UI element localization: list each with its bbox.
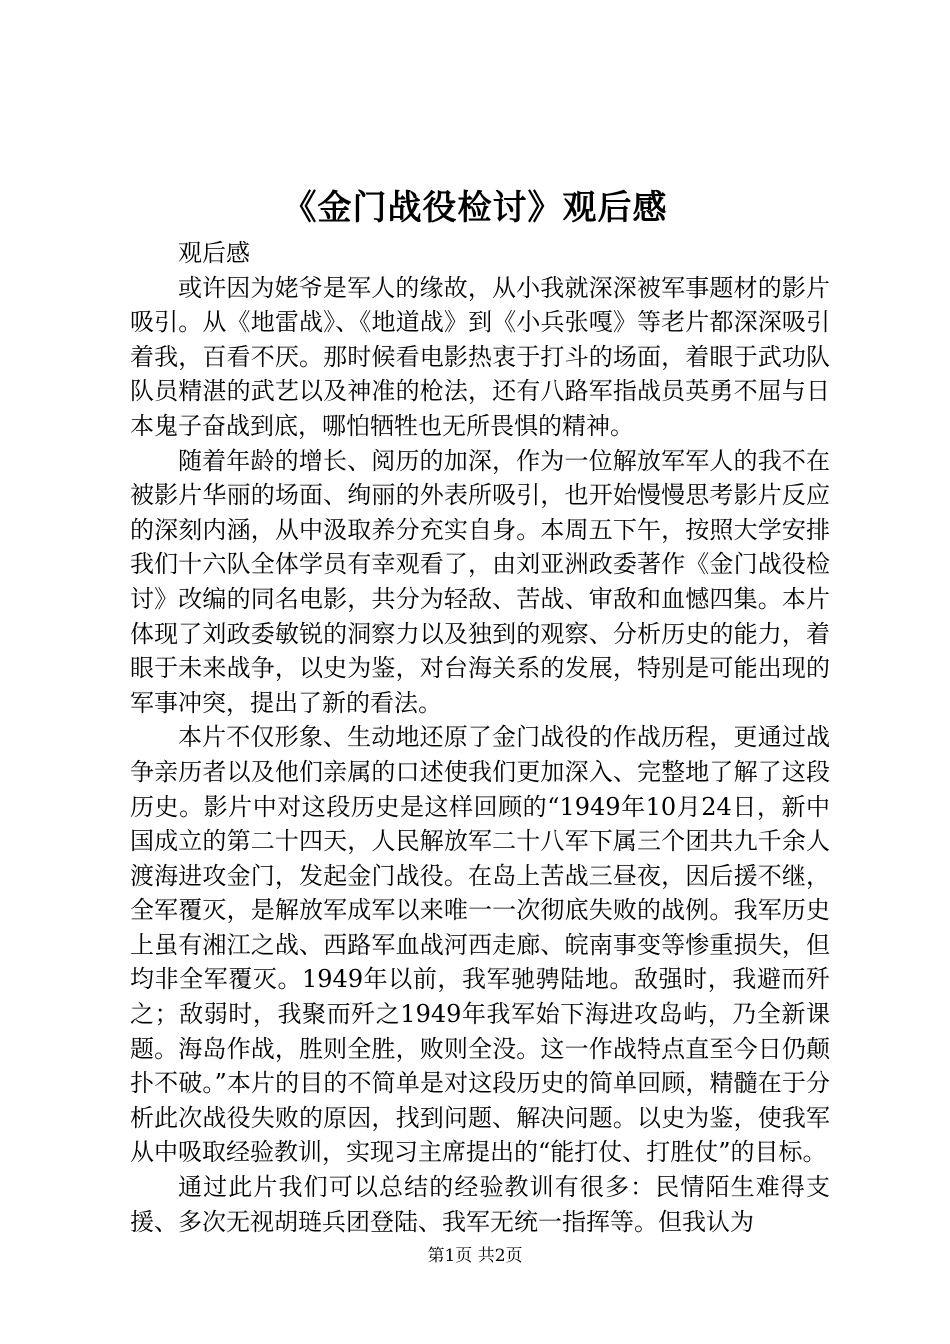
paragraph-3: 本片不仅形象、生动地还原了金门战役的作战历程，更通过战争亲历者以及他们亲属的口述使我们更加深入、完整地了解了这段历史。影片中对这段历史是这样回顾的“1949年10月24日，新中国成立的第二十四天，人民解放军二十八军下属三个团共九千余人渡海进攻金门，发起金门战役。在岛上苦战三昼夜，因后援不继，全军覆灭，是解放军成军以来唯一一次彻底失败的战例。我军历史上虽有湘江之战、西路军血战河西走廊、皖南事变等惨重损失，但均非全军覆灭。1949年以前，我军驰骋陆地。敌强时，我避而歼之；敌弱时，我聚而歼之1949年我军始下海进攻岛屿，乃全新课题。海岛作战，胜则全胜，败则全没。这一作战特点直至今日仍颠扑不破。”本片的目的不简单是对这段历史的简单回顾，精髓在于分析此次战役失败的原因，找到问题、解决问题。以史为鉴，使我军从中吸取经验教训，实现习主席提出的“能打仗、打胜仗”的目标。 xyxy=(130,723,830,1167)
document-body xyxy=(130,236,830,1239)
document-title: 《金门战役检讨》观后感 xyxy=(282,188,668,228)
paragraph-subtitle: 观后感 xyxy=(178,239,250,267)
paragraph-1: 或许因为姥爷是军人的缘故，从小我就深深被军事题材的影片吸引。从《地雷战》、《地道战》到《小兵张嘎》等老片都深深吸引着我，百看不厌。那时候看电影热衷于打斗的场面，着眼于武功队队员精湛的武艺以及神准的枪法，还有八路军指战员英勇不屈与日本鬼子奋战到底，哪怕牺牲也无所畏惧的精神。 xyxy=(130,273,830,440)
paragraph-2: 随着年龄的增长、阅历的加深，作为一位解放军军人的我不在被影片华丽的场面、绚丽的外表所吸引，也开始慢慢思考影片反应的深刻内涵，从中汲取养分充实自身。本周五下午，按照大学安排我们十六队全体学员有幸观看了，由刘亚洲政委著作《金门战役检讨》改编的同名电影，共分为轻敌、苦战、审敌和血憾四集。本片体现了刘政委敏锐的洞察力以及独到的观察、分析历史的能力，着眼于未来战争，以史为鉴，对台海关系的发展，特别是可能出现的军事冲突，提出了新的看法。 xyxy=(130,446,830,717)
page-number-footer: 第1页 共2页 xyxy=(427,1246,523,1266)
paragraph-4: 通过此片我们可以总结的经验教训有很多：民情陌生难得支援、多次无视胡琏兵团登陆、我军无统一指挥等。但我认为 xyxy=(130,1173,830,1236)
